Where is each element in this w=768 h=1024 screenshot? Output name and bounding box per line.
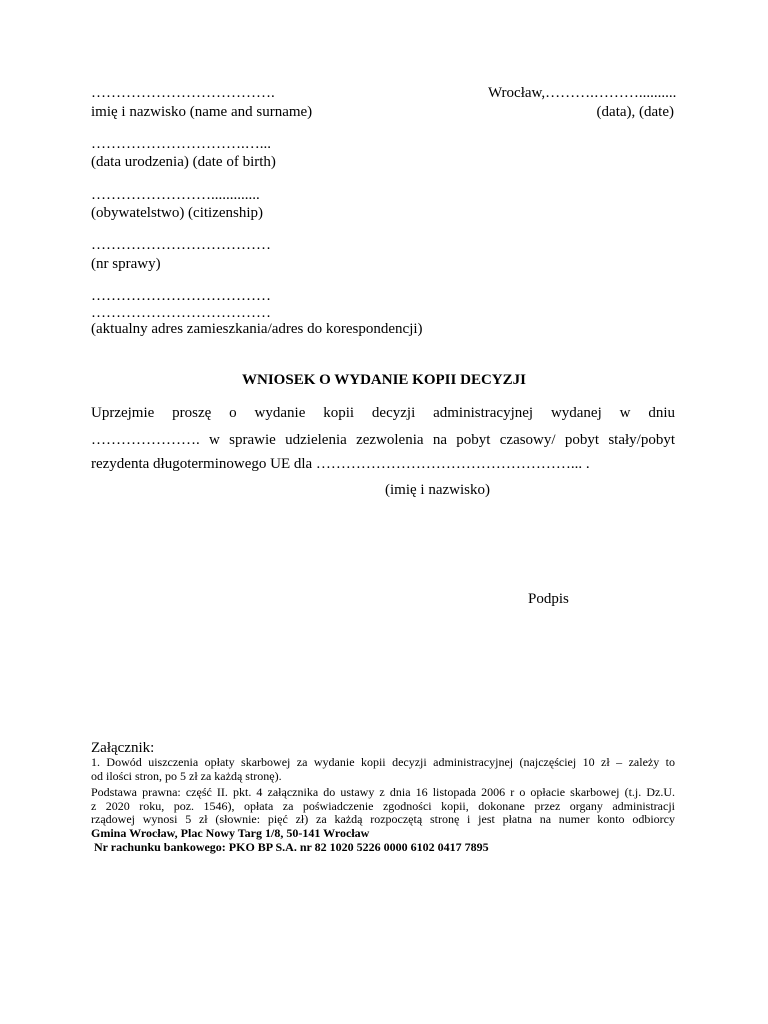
document-title: WNIOSEK O WYDANIE KOPII DECYZJI — [242, 372, 526, 388]
body-line-2: …………………. w sprawie udzielenia zezwolenia na pobyt czasowy/ pobyt stały/pobyt — [91, 432, 675, 448]
legal-basis-line-1: Podstawa prawna: część II. pkt. 4 załącznika do ustawy z dnia 16 listopada 2006 r o opłacie skarbowej (t.j. Dz.U. — [91, 785, 675, 799]
attachment-item-1-line-1: 1. Dowód uiszczenia opłaty skarbowej za wydanie kopii decyzji administracyjnej (najczęściej 10 zł – zależy to — [91, 755, 675, 769]
legal-basis-line-3: rządowej wynosi 5 zł (słownie: pięć zł) za każdą rozpoczętą stronę i jest płatna na numer konto odbiorcy — [91, 812, 675, 826]
attachment-heading: Załącznik: — [91, 740, 155, 756]
place-date: Wrocław,……….……….......... — [488, 85, 677, 101]
address-label: (aktualny adres zamieszkania/adres do korespondencji) — [91, 321, 423, 337]
case-dots: ……………………………… — [91, 237, 271, 253]
body-line-3: rezydenta długoterminowego UE dla ……………………………………………... . — [91, 456, 590, 472]
body-line-1: Uprzejmie proszę o wydanie kopii decyzji administracyjnej wydanej w dniu — [91, 405, 675, 421]
name-hint: (imię i nazwisko) — [385, 482, 490, 498]
attachment-item-1-line-2: od ilości stron, po 5 zł za każdą stronę). — [91, 769, 282, 783]
citizenship-label: (obywatelstwo) (citizenship) — [91, 205, 264, 221]
address-dots-1: ……………………………… — [91, 288, 271, 304]
address-dots-2: ……………………………… — [91, 305, 271, 321]
citizenship-dots: ……………………............. — [91, 187, 260, 203]
signature-label: Podpis — [528, 591, 569, 607]
recipient-address: Gmina Wrocław, Plac Nowy Targ 1/8, 50-141 Wrocław — [91, 826, 370, 840]
legal-basis-line-2: z 2020 roku, poz. 1546), opłata za poświadczenie zgodności kopii, dokonane przez organy administracji — [91, 799, 675, 813]
birth-label: (data urodzenia) (date of birth) — [91, 154, 276, 170]
birth-dots: ………………………….…... — [91, 136, 271, 152]
date-label: (data), (date) — [596, 104, 674, 120]
name-label: imię i nazwisko (name and surname) — [91, 104, 313, 120]
name-dots: ………………………………. — [91, 85, 275, 101]
case-label: (nr sprawy) — [91, 256, 161, 272]
bank-account: Nr rachunku bankowego: PKO BP S.A. nr 82 1020 5226 0000 6102 0417 7895 — [91, 840, 489, 854]
